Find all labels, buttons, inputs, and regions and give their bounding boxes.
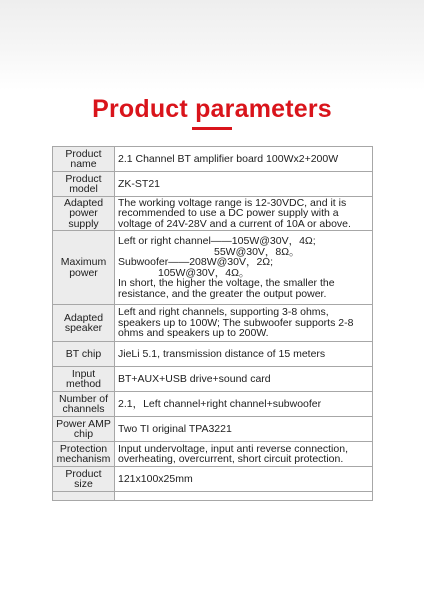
row-label: Number of channels [53,392,115,417]
table-row-power-supply [53,197,373,231]
row-label: Product size [53,467,115,492]
title-underline [192,127,232,130]
table-row-adapted-speaker [53,305,373,342]
row-label: Product name [53,147,115,172]
row-label: Adapted speaker [53,305,115,342]
power-line: Subwoofer——208W@30V，2Ω; [118,256,274,268]
row-label: BT chip [53,342,115,367]
table-row-bt-chip [53,342,373,367]
power-line: 55W@30V，8Ω。 [214,245,300,258]
row-value: 121x100x25mm [115,467,373,492]
row-value: Two TI original TPA3221 [115,417,373,442]
row-label: Protection mechanism [53,442,115,467]
row-value [115,231,373,305]
page-title: Product parameters [92,95,332,123]
power-line: Left or right channel——105W@30V，4Ω; [118,235,316,247]
row-value: 2.1，Left channel+right channel+subwoofer [115,392,373,417]
table-row-maximum-power [53,231,373,305]
row-value: Input undervoltage, input anti reverse connection, overheating, overcurrent, short circuit protection. [115,442,373,467]
row-label: Power AMP chip [53,417,115,442]
row-label: Product model [53,172,115,197]
row-label: Maximum power [53,231,115,305]
row-value: Left and right channels, supporting 3-8 ohms, speakers up to 100W; The subwoofer supports 2-8 ohms and speakers up to 200W. [115,305,373,342]
row-value [115,492,373,501]
power-line: 105W@30V，4Ω。 [158,266,250,279]
row-value: The working voltage range is 12-30VDC, and it is recommended to use a DC power supply with a voltage of 24V-28V and a current of 10A or above. [115,197,373,231]
table-row-empty [53,492,373,501]
table-row-protection [53,442,373,467]
table-row-product-size [53,467,373,492]
table-row-product-name [53,147,373,172]
parameters-table [52,146,373,501]
row-value: 2.1 Channel BT amplifier board 100Wx2+200W [115,147,373,172]
power-note: In short, the higher the voltage, the smaller the resistance, and the greater the output power. [118,277,335,300]
table-row-amp-chip [53,417,373,442]
row-value: BT+AUX+USB drive+sound card [115,367,373,392]
row-label [53,492,115,501]
header-background [0,0,424,90]
row-value: JieLi 5.1, transmission distance of 15 meters [115,342,373,367]
row-label: Input method [53,367,115,392]
row-label: Adapted power supply [53,197,115,231]
table-row-input-method [53,367,373,392]
table-row-product-model [53,172,373,197]
row-value: ZK-ST21 [115,172,373,197]
table-row-channels [53,392,373,417]
